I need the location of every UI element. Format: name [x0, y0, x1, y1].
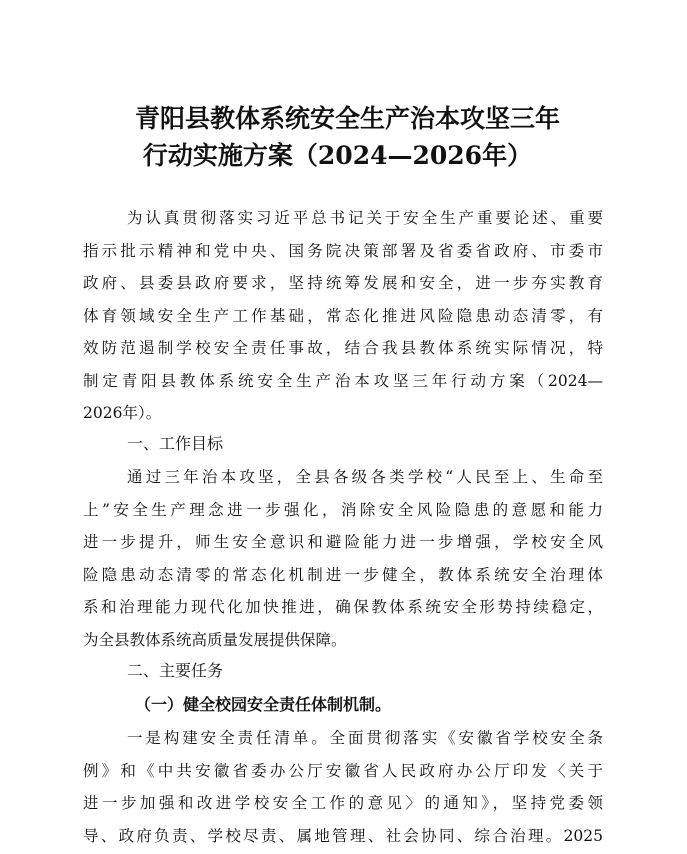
paragraph-line: 险隐患动态清零的常态化机制进一步健全，教体系统安全治理体 [83, 565, 603, 584]
subsection-heading-responsibility: （一）健全校园安全责任体制机制。 [135, 695, 392, 714]
paragraph-line: 系和治理能力现代化加快推进，确保教体系统安全形势持续稳定， [83, 598, 603, 616]
paragraph-line: 进一步加强和改进学校安全工作的意见〉的通知》，坚持党委领 [83, 794, 603, 812]
goals-paragraph [83, 461, 603, 656]
paragraph-line: 政府、县委县政府要求，坚持统筹发展和安全，进一步夯实教育 [83, 274, 603, 292]
responsibility-paragraph [83, 722, 603, 852]
paragraph-line: 上”安全生产理念进一步强化，消除安全风险隐患的意愿和能力 [83, 500, 603, 519]
section-heading-tasks: 二、主要任务 [127, 661, 224, 680]
paragraph-line: 体育领域安全生产工作基础，常态化推进风险隐患动态清零，有 [83, 306, 603, 325]
paragraph-line: 导、政府负责、学校尽责、属地管理、社会协同、综合治理。2025 [83, 826, 603, 845]
paragraph-line: 制定青阳县教体系统安全生产治本攻坚三年行动方案（2024— [83, 371, 603, 390]
paragraph-line: 指示批示精神和党中央、国务院决策部署及省委省政府、市委市 [83, 241, 603, 260]
document-title-line-2: 行动实施方案（2024—2026年） [142, 141, 533, 170]
paragraph-line: 进一步提升，师生安全意识和避险能力进一步增强，学校安全风 [83, 533, 603, 551]
paragraph-line: 2026年）。 [83, 404, 162, 422]
section-heading-goals: 一、工作目标 [127, 434, 224, 453]
paragraph-line: 为认真贯彻落实习近平总书记关于安全生产重要论述、重要 [127, 209, 603, 227]
paragraph-line: 通过三年治本攻坚，全县各级各类学校“人民至上、生命至 [127, 468, 603, 486]
paragraph-line: 例》和《中共安徽省委办公厅安徽省人民政府办公厅印发〈关于 [83, 761, 603, 780]
document-title-line-1: 青阳县教体系统安全生产治本攻坚三年 [134, 104, 560, 133]
paragraph-line: 为全县教体系统高质量发展提供保障。 [83, 630, 347, 649]
paragraph-line: 一是构建安全责任清单。全面贯彻落实《安徽省学校安全条 [127, 729, 603, 747]
paragraph-line: 效防范遏制学校安全责任事故，结合我县教体系统实际情况，特 [83, 339, 603, 357]
intro-paragraph [83, 202, 603, 430]
